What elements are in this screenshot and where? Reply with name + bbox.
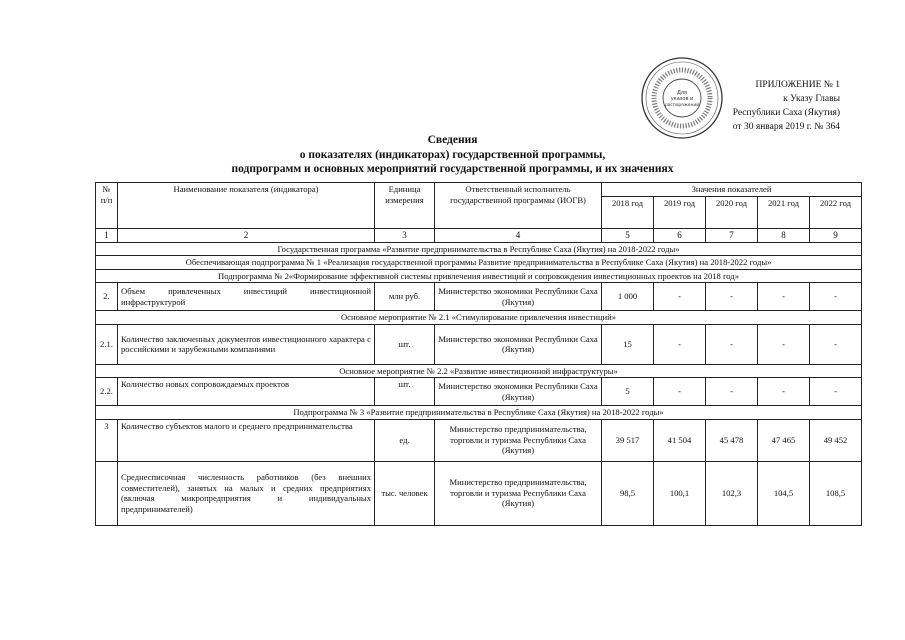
header-executor: Ответственный исполнитель государственной программы (ИОГВ) bbox=[435, 183, 602, 229]
header-unit: Единица измерения bbox=[375, 183, 435, 229]
title-line-3: подпрограмм и основных мероприятий государственной программы, и их значениях bbox=[231, 163, 674, 175]
row-3-num: 3 bbox=[96, 419, 118, 461]
row-3-value-2018: 39 517 bbox=[602, 419, 654, 461]
col-num-3: 3 bbox=[375, 229, 435, 243]
appendix-line-4: от 30 января 2019 г. № 364 bbox=[732, 122, 840, 132]
appendix-line-1: ПРИЛОЖЕНИЕ № 1 bbox=[755, 80, 840, 90]
row-2-2-unit: шт. bbox=[375, 378, 435, 406]
row-2-1-value-2018: 15 bbox=[602, 324, 654, 364]
row-3-name: Количество субъектов малого и среднего предпринимательства bbox=[118, 419, 375, 461]
header-year-2021: 2021 год bbox=[758, 197, 810, 229]
col-num-8: 8 bbox=[758, 229, 810, 243]
table-row bbox=[96, 283, 862, 311]
row-2-2-value-2019: - bbox=[654, 378, 706, 406]
row-3-value-2019: 41 504 bbox=[654, 419, 706, 461]
col-num-6: 6 bbox=[654, 229, 706, 243]
row-3-unit: ед. bbox=[375, 419, 435, 461]
row-3b-executor: Министерство предпринимательства, торговли и туризма Республики Саха (Якутия) bbox=[435, 461, 602, 525]
svg-text:Для: Для bbox=[676, 90, 688, 96]
row-2-1-executor: Министерство экономики Республики Саха (Якутия) bbox=[435, 324, 602, 364]
row-2-name: Объем привлеченных инвестиций инвестиционной инфраструктурой bbox=[118, 283, 375, 311]
table-row bbox=[96, 419, 862, 461]
program-title: Государственная программа «Развитие предпринимательства в Республике Саха (Якутия) на 2018-2022 годы» bbox=[96, 242, 862, 256]
col-num-5: 5 bbox=[602, 229, 654, 243]
table-row bbox=[96, 461, 862, 525]
row-2-value-2020: - bbox=[706, 283, 758, 311]
header-year-2018: 2018 год bbox=[602, 197, 654, 229]
row-2-1-value-2021: - bbox=[758, 324, 810, 364]
row-2-num: 2. bbox=[96, 283, 118, 311]
event-2-1-title: Основное мероприятие № 2.1 «Стимулирование привлечения инвестиций» bbox=[96, 311, 862, 325]
row-2-1-value-2022: - bbox=[810, 324, 862, 364]
header-name: Наименование показателя (индикатора) bbox=[118, 183, 375, 229]
event-2-2-title: Основное мероприятие № 2.2 «Развитие инвестиционной инфраструктуры» bbox=[96, 364, 862, 378]
header-row-1 bbox=[96, 183, 862, 197]
row-3-value-2022: 49 452 bbox=[810, 419, 862, 461]
row-2-2-value-2022: - bbox=[810, 378, 862, 406]
row-2-2-num: 2.2. bbox=[96, 378, 118, 406]
row-2-value-2021: - bbox=[758, 283, 810, 311]
header-values-group: Значения показателей bbox=[602, 183, 862, 197]
document-title bbox=[0, 133, 905, 177]
row-2-executor: Министерство экономики Республики Саха (Якутия) bbox=[435, 283, 602, 311]
row-3b-value-2019: 100,1 bbox=[654, 461, 706, 525]
row-3b-unit: тыс. человек bbox=[375, 461, 435, 525]
row-2-1-unit: шт. bbox=[375, 324, 435, 364]
section-row-subprogram-1 bbox=[96, 256, 862, 270]
column-numbers-row bbox=[96, 229, 862, 243]
section-row-subprogram-2 bbox=[96, 269, 862, 283]
table-row bbox=[96, 324, 862, 364]
col-num-2: 2 bbox=[118, 229, 375, 243]
row-2-2-name: Количество новых сопровождаемых проектов bbox=[118, 378, 375, 406]
row-2-2-value-2018: 5 bbox=[602, 378, 654, 406]
appendix-line-2: к Указу Главы bbox=[783, 94, 840, 104]
appendix-line-3: Республики Саха (Якутия) bbox=[732, 108, 840, 118]
row-3b-num bbox=[96, 461, 118, 525]
subprogram-2-title: Подпрограмма № 2«Формирование эффективной системы привлечения инвестиций и сопровождения инвестиционных проектов на 2018 год» bbox=[96, 269, 862, 283]
col-num-7: 7 bbox=[706, 229, 758, 243]
section-row-subprogram-3 bbox=[96, 406, 862, 420]
col-num-4: 4 bbox=[435, 229, 602, 243]
subprogram-1-title: Обеспечивающая подпрограмма № 1 «Реализация государственной программы Развитие предпринимательства в Республике Саха (Якутия) на 2018-2022 годы» bbox=[96, 256, 862, 270]
row-3b-name: Среднесписочная численность работников (без внешних совместителей), занятых на малых и средних предприятиях (включая микропредприятия и индивидуальных предпринимателей) bbox=[118, 461, 375, 525]
section-row-program bbox=[96, 242, 862, 256]
section-row-event-2-1 bbox=[96, 311, 862, 325]
row-2-1-value-2019: - bbox=[654, 324, 706, 364]
indicators-table bbox=[95, 182, 862, 526]
row-3b-value-2018: 98,5 bbox=[602, 461, 654, 525]
row-2-value-2022: - bbox=[810, 283, 862, 311]
row-2-2-executor: Министерство экономики Республики Саха (Якутия) bbox=[435, 378, 602, 406]
row-3b-value-2022: 108,5 bbox=[810, 461, 862, 525]
row-2-1-value-2020: - bbox=[706, 324, 758, 364]
svg-text:указов и: указов и bbox=[670, 96, 694, 102]
table-row bbox=[96, 378, 862, 406]
row-2-1-name: Количество заключенных документов инвестиционного характера с российскими и зарубежными компаниями bbox=[118, 324, 375, 364]
svg-text:распоряжений: распоряжений bbox=[664, 103, 700, 108]
col-num-1: 1 bbox=[96, 229, 118, 243]
header-year-2022: 2022 год bbox=[810, 197, 862, 229]
row-2-value-2018: 1 000 bbox=[602, 283, 654, 311]
row-2-2-value-2021: - bbox=[758, 378, 810, 406]
row-3b-value-2021: 104,5 bbox=[758, 461, 810, 525]
row-2-unit: млн руб. bbox=[375, 283, 435, 311]
header-year-2019: 2019 год bbox=[654, 197, 706, 229]
header-year-2020: 2020 год bbox=[706, 197, 758, 229]
section-row-event-2-2 bbox=[96, 364, 862, 378]
title-line-1: Сведения bbox=[427, 134, 478, 146]
header-num: № п/п bbox=[96, 183, 118, 229]
appendix-reference bbox=[700, 78, 840, 134]
row-2-2-value-2020: - bbox=[706, 378, 758, 406]
row-3-value-2020: 45 478 bbox=[706, 419, 758, 461]
row-3b-value-2020: 102,3 bbox=[706, 461, 758, 525]
row-3-executor: Министерство предпринимательства, торговли и туризма Республики Саха (Якутия) bbox=[435, 419, 602, 461]
row-2-value-2019: - bbox=[654, 283, 706, 311]
row-2-1-num: 2.1. bbox=[96, 324, 118, 364]
title-line-2: о показателях (индикаторах) государственной программы, bbox=[299, 148, 606, 161]
row-3-value-2021: 47 465 bbox=[758, 419, 810, 461]
col-num-9: 9 bbox=[810, 229, 862, 243]
subprogram-3-title: Подпрограмма № 3 «Развитие предпринимательства в Республике Саха (Якутия) на 2018-2022 годы» bbox=[96, 406, 862, 420]
